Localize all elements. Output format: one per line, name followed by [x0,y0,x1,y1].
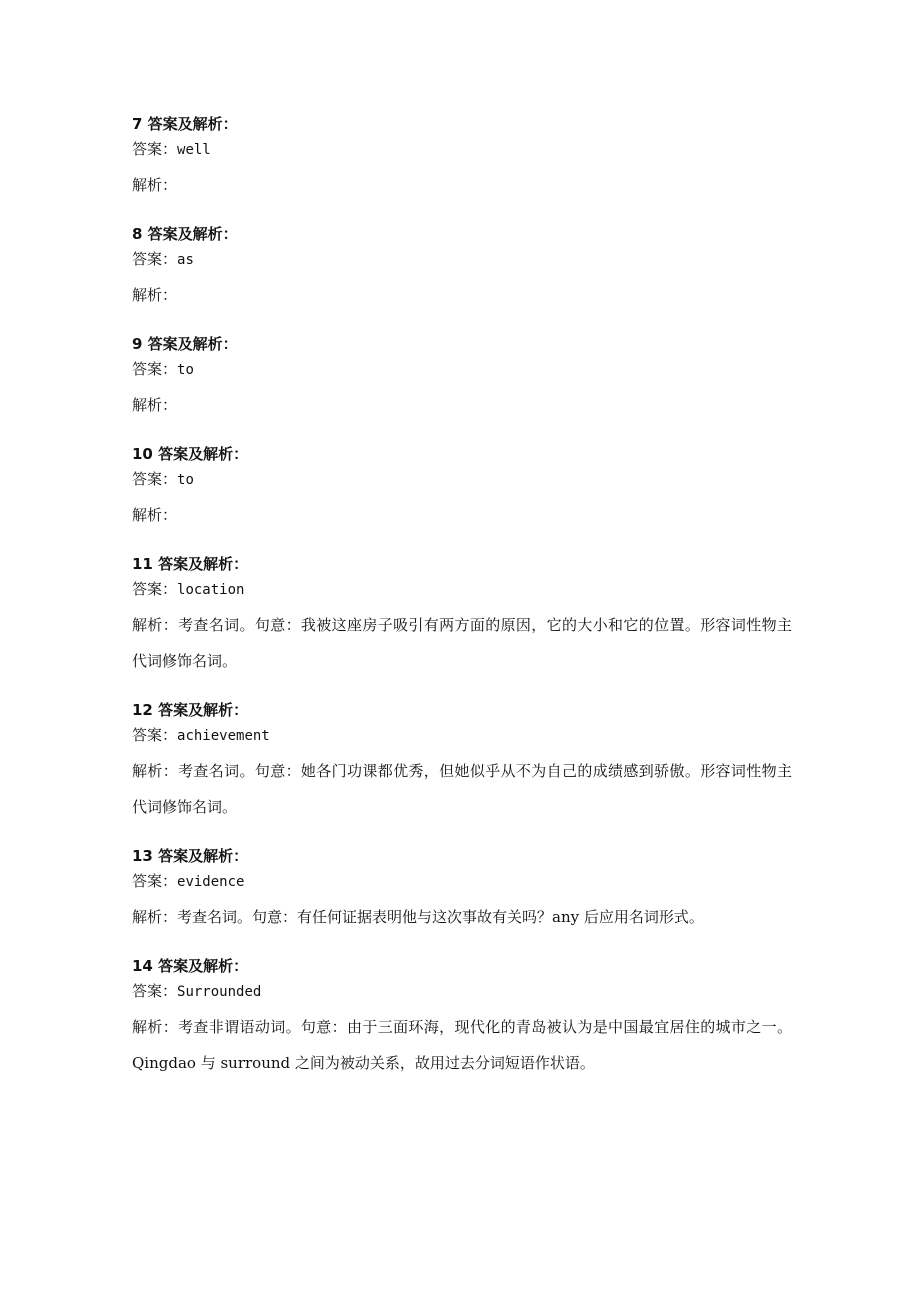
analysis-line [132,899,792,935]
analysis-line [132,167,792,203]
answer-label: 答案： [132,360,178,378]
answer-label: 答案： [132,580,178,598]
answer-value: achievement [177,728,270,744]
analysis-line [132,753,792,825]
answer-entry-13 [132,844,792,935]
answer-entry-8 [132,222,792,313]
answer-label: 答案： [132,140,178,158]
answer-line [132,576,792,603]
analysis-text: 考查名词。句意：我被这座房子吸引有两方面的原因，它的大小和它的位置。形容词性物主代词修饰名词。 [132,616,792,670]
analysis-label: 解析： [132,396,178,414]
answer-value: well [177,142,211,158]
analysis-line [132,387,792,423]
answer-entry-10 [132,442,792,533]
answer-label: 答案： [132,250,178,268]
analysis-text: 考查非谓语动词。句意：由于三面环海，现代化的青岛被认为是中国最宜居住的城市之一。Qingdao 与 surround 之间为被动关系，故用过去分词短语作状语。 [132,1018,792,1072]
entry-heading: 11 答案及解析： [132,555,249,573]
answer-value: to [177,362,194,378]
entry-heading: 13 答案及解析： [132,847,249,865]
entry-heading: 8 答案及解析： [132,225,238,243]
answer-entry-14 [132,954,792,1081]
analysis-line [132,277,792,313]
answer-line [132,466,792,493]
answer-line [132,978,792,1005]
analysis-label: 解析： [132,908,178,926]
answer-label: 答案： [132,982,178,1000]
answer-label: 答案： [132,872,178,890]
analysis-label: 解析： [132,616,179,634]
answer-value: to [177,472,194,488]
answer-entry-12 [132,698,792,825]
answer-value: location [177,582,245,598]
answer-line [132,722,792,749]
answer-value: Surrounded [177,984,262,1000]
entry-heading: 10 答案及解析： [132,445,249,463]
entry-heading: 12 答案及解析： [132,701,249,719]
answer-line [132,356,792,383]
answer-entry-11 [132,552,792,679]
answer-line [132,246,792,273]
answer-value: as [177,252,194,268]
analysis-line [132,497,792,533]
analysis-label: 解析： [132,762,179,780]
analysis-text: 考查名词。句意：有任何证据表明他与这次事故有关吗？any 后应用名词形式。 [177,908,704,926]
analysis-label: 解析： [132,176,178,194]
analysis-line [132,1009,792,1081]
answer-value: evidence [177,874,245,890]
answer-label: 答案： [132,726,178,744]
analysis-label: 解析： [132,506,178,524]
analysis-label: 解析： [132,286,178,304]
analysis-line [132,607,792,679]
answer-key-page [132,112,792,1100]
entry-heading: 9 答案及解析： [132,335,238,353]
entry-heading: 14 答案及解析： [132,957,249,975]
entry-heading: 7 答案及解析： [132,115,238,133]
answer-line [132,868,792,895]
answer-label: 答案： [132,470,178,488]
analysis-text: 考查名词。句意：她各门功课都优秀，但她似乎从不为自己的成绩感到骄傲。形容词性物主代词修饰名词。 [132,762,792,816]
answer-entry-7 [132,112,792,203]
analysis-label: 解析： [132,1018,179,1036]
answer-entry-9 [132,332,792,423]
answer-line [132,136,792,163]
